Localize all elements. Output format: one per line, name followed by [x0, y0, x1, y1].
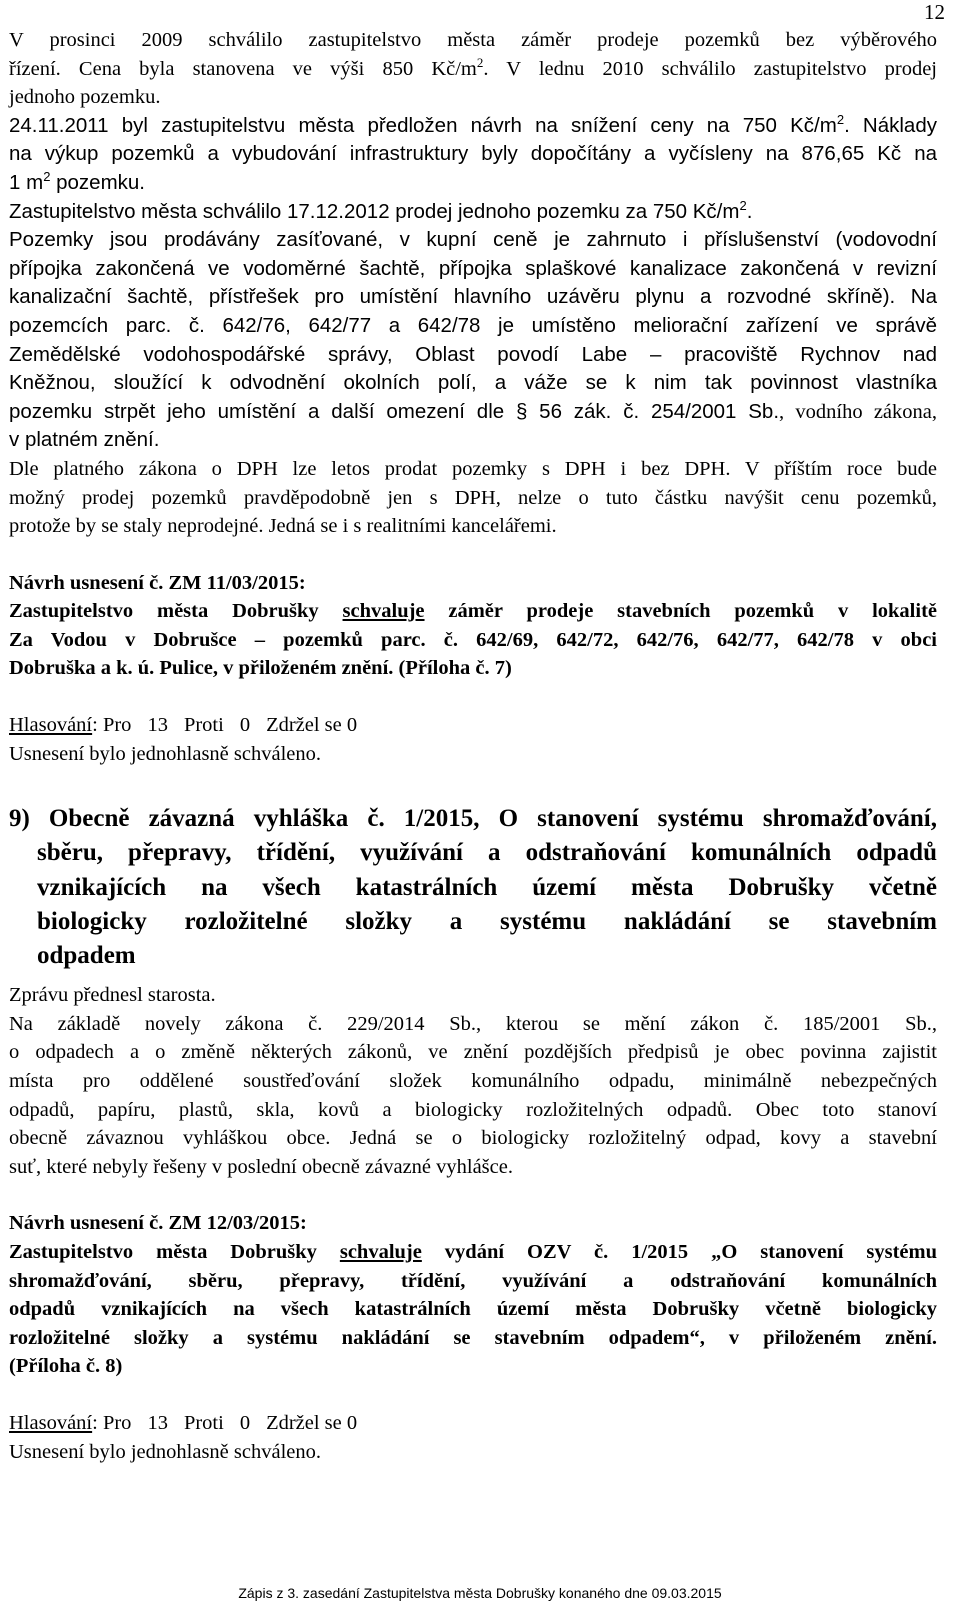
text-line: protože by se staly neprodejné. Jedná se i s realitními kancelářemi.: [9, 515, 557, 538]
vote-proti-count: 0: [239, 1411, 251, 1434]
paragraph-price-reduction: [9, 112, 937, 226]
vote-block-2: [9, 1409, 937, 1466]
page-footer: Zápis z 3. zasedání Zastupitelstva města Dobrušky konaného dne 09.03.2015: [238, 1585, 722, 1601]
text-line: shromažďování, sběru, přepravy, třídění, využívání a odstraňování komunálních: [9, 1269, 937, 1292]
heading-line: sběru, přepravy, třídění, využívání a odstraňování komunálních odpadů: [37, 839, 937, 867]
resolution-zm-12: [9, 1209, 937, 1381]
paragraph-waste-law: [9, 981, 937, 1181]
vote-label: Hlasování: [9, 1411, 93, 1434]
text-line: rozložitelné složky a systému nakládání se stavebním odpadem“, v přiloženém znění.: [9, 1326, 937, 1349]
vote-line: Hlasování: Pro 13 Proti 0 Zdržel se 0: [9, 714, 358, 737]
text-line: kanalizační šachtě, přístřešek pro umístění hlavního uzávěru plynu a rozvodné skříně). Na: [9, 285, 937, 309]
text-line: Pozemky jsou prodávány zasíťované, v kupní ceně je zahrnuto i příslušenství (vodovodní: [9, 228, 937, 252]
text-line: Kněžnou, sloužící k odvodnění okolních polí, a váže se k nim tak povinnost vlastníka: [9, 371, 937, 395]
text-line: Za Vodou v Dobrušce – pozemků parc. č. 642/69, 642/72, 642/76, 642/77, 642/78 v obci: [9, 628, 937, 651]
heading-line: vznikajících na všech katastrálních území města Dobrušky včetně: [37, 873, 937, 901]
text-line: odpadů, papíru, plastů, skla, kovů a biologicky rozložitelných odpadů. Obec toto stanoví: [9, 1098, 937, 1121]
resolution-title: Návrh usnesení č. ZM 11/03/2015:: [9, 571, 306, 594]
text-line: Zastupitelstvo města Dobrušky schvaluje vydání OZV č. 1/2015 „O stanovení systému: [9, 1241, 937, 1264]
vote-proti-count: 0: [239, 714, 251, 737]
text-line: jednoho pozemku.: [9, 86, 161, 109]
text-line: Zastupitelstvo města Dobrušky schvaluje záměr prodeje stavebních pozemků v lokalitě: [9, 600, 937, 623]
heading-line: 9) Obecně závazná vyhláška č. 1/2015, O stanovení systému shromažďování,: [9, 805, 937, 833]
vote-result: Usnesení bylo jednohlasně schváleno.: [9, 742, 321, 765]
text-line: Zprávu přednesl starosta.: [9, 984, 216, 1007]
text-line: o odpadech a o změně některých zákonů, ve znění pozdějších předpisů je obec povinna zajistit: [9, 1041, 937, 1064]
text-line: místa pro oddělené soustřeďování složek komunálního odpadu, minimálně nebezpečných: [9, 1070, 937, 1093]
vote-label: Hlasování: [9, 714, 93, 737]
text-line: pozemku strpět jeho umístění a další omezení dle § 56 zák. č. 254/2001 Sb., vodního zákona,: [9, 399, 937, 423]
text-line: možný prodej pozemků pravděpodobně jen s DPH, nelze o tuto částku navýšit cenu pozemků,: [9, 486, 937, 509]
text-line: na výkup pozemků a vybudování infrastruktury byly dopočítány a vyčísleny na 876,65 Kč na: [9, 142, 937, 166]
text-line: přípojka zakončená ve vodoměrné šachtě, přípojka splaškové kanalizace zakončená v revizní: [9, 256, 937, 280]
vote-block-1: [9, 711, 937, 768]
paragraph-sale-history: [9, 26, 937, 112]
vote-pro-count: 13: [147, 1411, 168, 1434]
document-body: [9, 26, 937, 1466]
section-heading-9: [9, 802, 937, 973]
text-line: 24.11.2011 byl zastupitelstvu města předložen návrh na snížení ceny na 750 $Kč/m^2$. Náklady: [9, 111, 937, 137]
page-number: 12: [924, 0, 945, 24]
vote-abstain-count: 0: [346, 714, 358, 737]
text-line: Zastupitelstvo města schválilo 17.12.2012 prodej jednoho pozemku za 750 $Kč/m^2$.: [9, 197, 753, 223]
text-line: pozemcích parc. č. 642/76, 642/77 a 642/78 je umístěno meliorační zařízení ve správě: [9, 313, 937, 337]
text-line: odpadů vznikajících na všech katastrálních území města Dobrušky včetně biologicky: [9, 1298, 937, 1321]
text-line: Dobruška a k. ú. Pulice, v přiloženém znění. (Příloha č. 7): [9, 657, 512, 680]
resolution-zm-11: [9, 569, 937, 683]
text-line: řízení. Cena byla stanovena ve výši 850 $Kč/m^2$. V lednu 2010 schválilo zastupitelstvo prodej: [9, 54, 937, 80]
paragraph-vat: [9, 455, 937, 541]
heading-line: biologicky rozložitelné složky a systému nakládání se stavebním: [37, 907, 937, 935]
vote-result: Usnesení bylo jednohlasně schváleno.: [9, 1440, 321, 1463]
heading-line: odpadem: [37, 942, 136, 970]
text-line: Zemědělské vodohospodářské správy, Oblast povodí Labe – pracoviště Rychnov nad: [9, 342, 937, 366]
vote-line: Hlasování: Pro 13 Proti 0 Zdržel se 0: [9, 1411, 358, 1434]
text-line: suť, které nebyly řešeny v poslední obecně závazné vyhlášce.: [9, 1155, 513, 1178]
vote-pro-count: 13: [147, 714, 168, 737]
text-line: obecně závaznou vyhláškou obce. Jedná se o biologicky rozložitelný odpad, kovy a stavební: [9, 1127, 937, 1150]
text-line: Na základě novely zákona č. 229/2014 Sb., kterou se mění zákon č. 185/2001 Sb.,: [9, 1012, 937, 1035]
text-line: (Příloha č. 8): [9, 1355, 123, 1378]
text-line: V prosinci 2009 schválilo zastupitelstvo města záměr prodeje pozemků bez výběrového: [9, 29, 937, 51]
resolution-title: Návrh usnesení č. ZM 12/03/2015:: [9, 1212, 307, 1235]
text-line: v platném znění.: [9, 428, 160, 452]
text-line: 1 $m^2$ pozemku.: [9, 168, 145, 194]
text-line: Dle platného zákona o DPH lze letos prodat pozemky s DPH i bez DPH. V příštím roce bude: [9, 457, 937, 480]
vote-abstain-count: 0: [346, 1411, 358, 1434]
paragraph-plot-details: [9, 226, 937, 455]
